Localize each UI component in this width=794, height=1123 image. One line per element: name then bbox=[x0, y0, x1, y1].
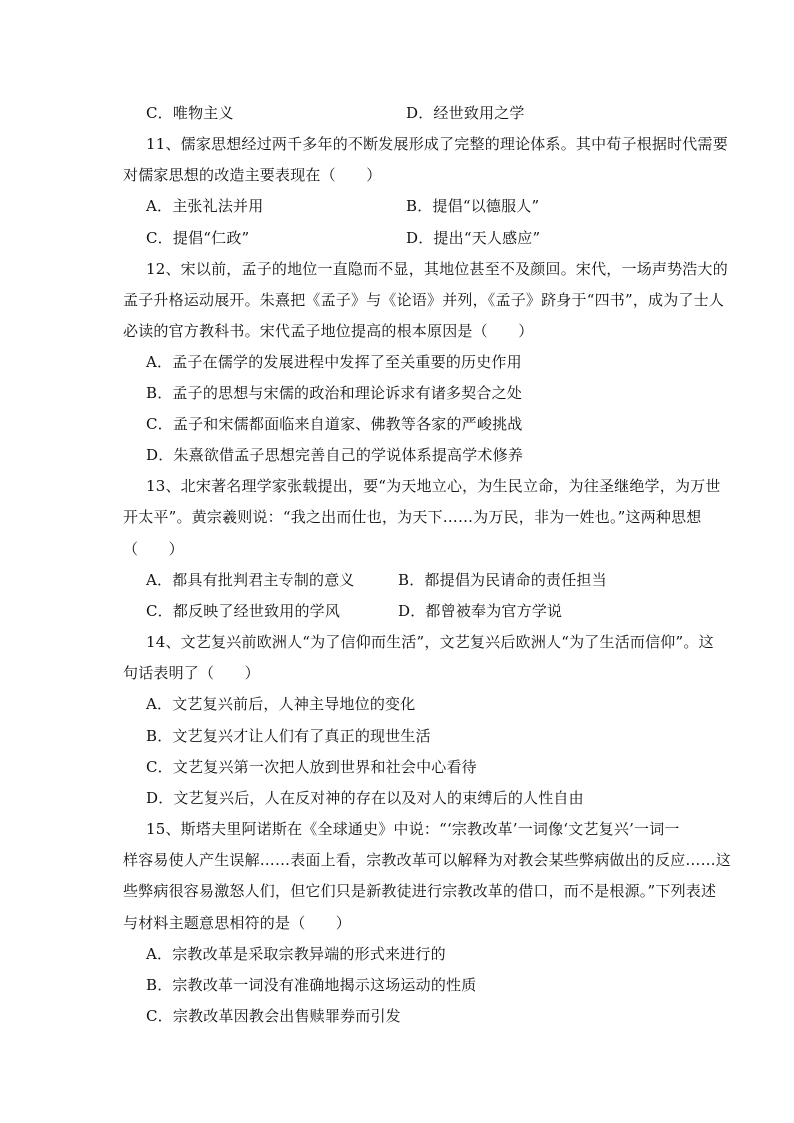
q15-option-c: C．宗教改革因教会出售赎罪券而引发 bbox=[146, 1007, 401, 1025]
q12-option-b: B．孟子的思想与宋儒的政治和理论诉求有诸多契合之处 bbox=[146, 384, 523, 402]
q14-stem-line-1: 14、文艺复兴前欧洲人“为了信仰而生活”，文艺复兴后欧洲人“为了生活而信仰”。这 bbox=[146, 633, 714, 651]
q15-stem-line-1: 15、斯塔夫里阿诺斯在《全球通史》中说：“‘宗教改革’一词像‘文艺复兴’一词一 bbox=[146, 820, 680, 838]
q15-stem-line-3: 些弊病很容易激怒人们，但它们只是新教徒进行宗教改革的借口，而不是根源。”下列表述 bbox=[123, 882, 717, 900]
q10-option-c: C．唯物主义 bbox=[146, 104, 234, 122]
q11-option-d: D．提出“天人感应” bbox=[406, 229, 541, 247]
q14-stem-line-2: 句话表明了（ ） bbox=[123, 664, 260, 682]
q14-option-d: D．文艺复兴后，人在反对神的存在以及对人的束缚后的人性自由 bbox=[146, 789, 584, 807]
q12-option-a: A．孟子在儒学的发展进程中发挥了至关重要的历史作用 bbox=[146, 353, 522, 371]
q13-option-b: B．都提倡为民请命的责任担当 bbox=[398, 571, 607, 589]
q14-option-a: A．文艺复兴前后，人神主导地位的变化 bbox=[146, 695, 416, 713]
q15-option-a: A．宗教改革是采取宗教异端的形式来进行的 bbox=[146, 945, 446, 963]
q13-stem-line-2: 开太平”。黄宗羲则说：“我之出而仕也，为天下……为万民，非为一姓也。”这两种思想 bbox=[123, 508, 702, 526]
q11-option-a: A．主张礼法并用 bbox=[146, 197, 264, 215]
q15-stem-line-2: 样容易使人产生误解……表面上看，宗教改革可以解释为对教会某些弊病做出的反应……这 bbox=[123, 851, 732, 869]
q13-stem-line-1: 13、北宋著名理学家张载提出，要“为天地立心，为生民立命，为往圣继绝学，为万世 bbox=[146, 477, 721, 495]
q14-option-b: B．文艺复兴才让人们有了真正的现世生活 bbox=[146, 727, 431, 745]
q12-stem-line-3: 必读的官方教科书。宋代孟子地位提高的根本原因是（ ） bbox=[123, 322, 534, 340]
q10-option-d: D．经世致用之学 bbox=[406, 104, 525, 122]
q14-option-c: C．文艺复兴第一次把人放到世界和社会中心看待 bbox=[146, 758, 477, 776]
q13-option-c: C．都反映了经世致用的学风 bbox=[146, 602, 341, 620]
q13-option-a: A．都具有批判君主专制的意义 bbox=[146, 571, 355, 589]
q11-option-b: B．提倡“以德服人” bbox=[406, 197, 540, 215]
q11-stem-line-1: 11、儒家思想经过两千多年的不断发展形成了完整的理论体系。其中荀子根据时代需要 bbox=[146, 135, 728, 153]
q11-stem-line-2: 对儒家思想的改造主要表现在（ ） bbox=[123, 166, 382, 184]
q15-stem-line-4: 与材料主题意思相符的是（ ） bbox=[123, 914, 352, 932]
q12-option-c: C．孟子和宋儒都面临来自道家、佛教等各家的严峻挑战 bbox=[146, 415, 523, 433]
q12-stem-line-1: 12、宋以前，孟子的地位一直隐而不显，其地位甚至不及颜回。宋代，一场声势浩大的 bbox=[146, 260, 728, 278]
q13-stem-line-3: （ ） bbox=[123, 540, 184, 558]
q13-option-d: D．都曾被奉为官方学说 bbox=[398, 602, 563, 620]
q11-option-c: C．提倡“仁政” bbox=[146, 229, 250, 247]
q12-stem-line-2: 孟子升格运动展开。朱熹把《孟子》与《论语》并列，《孟子》跻身于“四书”，成为了士人 bbox=[123, 291, 725, 309]
q12-option-d: D．朱熹欲借孟子思想完善自己的学说体系提高学术修养 bbox=[146, 446, 524, 464]
q15-option-b: B．宗教改革一词没有准确地揭示这场运动的性质 bbox=[146, 976, 477, 994]
